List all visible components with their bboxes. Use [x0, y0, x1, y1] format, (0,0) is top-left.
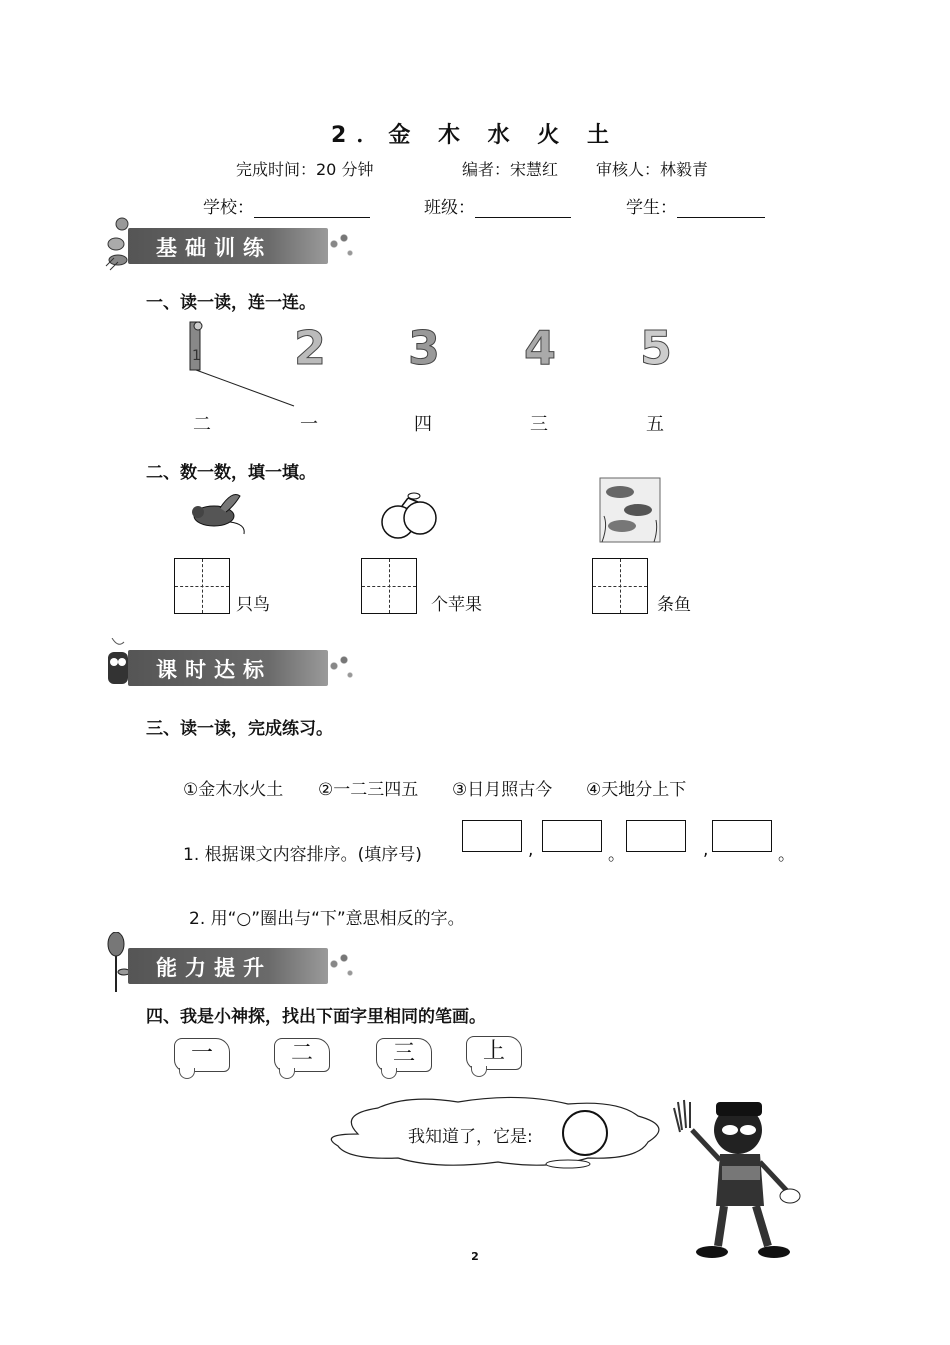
- apple-icon: [378, 488, 440, 544]
- order-answer-4[interactable]: [712, 820, 772, 852]
- sep-4: 。: [778, 845, 795, 865]
- class-blank[interactable]: [475, 201, 571, 218]
- student-blank[interactable]: [677, 201, 765, 218]
- option-4: ④天地分上下: [586, 780, 687, 800]
- count-box-fish[interactable]: [592, 558, 648, 614]
- school-field: [203, 193, 370, 218]
- class-label: 班级：: [424, 198, 475, 218]
- time-label: 完成时间：20 分钟: [236, 160, 374, 179]
- q3-sub2: 2. 用“○”圈出与“下”意思相反的字。: [189, 909, 465, 929]
- number-four-icon: [524, 321, 556, 375]
- svg-text:4: 4: [524, 321, 557, 375]
- unit-birds: 只鸟: [236, 595, 270, 615]
- char-wu[interactable]: 五: [646, 414, 664, 435]
- order-answer-1[interactable]: [462, 820, 522, 852]
- svg-text:2: 2: [294, 321, 327, 375]
- char-card-er: 二: [274, 1038, 330, 1072]
- char-card-shang: 上: [466, 1036, 522, 1070]
- option-3: ③日月照古今: [452, 780, 553, 800]
- order-answer-2[interactable]: [542, 820, 602, 852]
- school-label: 学校：: [203, 198, 254, 218]
- unit-apples: 个苹果: [431, 595, 482, 615]
- class-field: [424, 193, 571, 218]
- fish-icon: [598, 476, 662, 544]
- page-title: 2．金 木 水 火 土: [331, 123, 619, 148]
- q2-title: 二、数一数，填一填。: [146, 463, 316, 483]
- section-title-ability: 能力提升: [156, 956, 272, 980]
- q3-sub1: 1. 根据课文内容排序。(填序号): [183, 845, 422, 865]
- char-card-san: 三: [376, 1038, 432, 1072]
- section-banner-ability: [104, 946, 364, 986]
- q1-title: 一、读一读，连一连。: [146, 293, 316, 313]
- sep-3: ,: [703, 840, 709, 860]
- number-three-icon: [408, 321, 440, 375]
- page-number: 2: [471, 1250, 479, 1263]
- svg-text:1: 1: [192, 348, 201, 364]
- section-banner-lesson: [104, 648, 364, 688]
- school-blank[interactable]: [254, 201, 370, 218]
- editor-label: 编者：宋慧红: [462, 160, 559, 179]
- char-yi[interactable]: 一: [300, 414, 318, 435]
- sep-2: 。: [608, 845, 625, 865]
- section-title-lesson: 课时达标: [156, 658, 272, 682]
- student-label: 学生：: [626, 198, 677, 218]
- reviewer-label: 审核人：林毅青: [596, 160, 709, 179]
- option-2: ②一二三四五: [318, 780, 419, 800]
- q3-title: 三、读一读，完成练习。: [146, 719, 333, 739]
- answer-circle[interactable]: [562, 1110, 608, 1156]
- section-title-basic: 基础训练: [156, 236, 272, 260]
- bubble-text: 我知道了，它是:: [408, 1127, 533, 1147]
- number-one-icon: [190, 322, 202, 370]
- section-banner-basic: [104, 226, 364, 266]
- sep-1: ,: [528, 840, 534, 860]
- option-1: ①金木水火土: [183, 780, 284, 800]
- unit-fish: 条鱼: [657, 595, 691, 615]
- char-si[interactable]: 四: [414, 414, 432, 435]
- cat-detective-icon: [664, 1096, 804, 1260]
- count-box-birds[interactable]: [174, 558, 230, 614]
- char-card-yi: 一: [174, 1038, 230, 1072]
- char-er[interactable]: 二: [193, 414, 211, 435]
- count-box-apples[interactable]: [361, 558, 417, 614]
- q4-title: 四、我是小神探，找出下面字里相同的笔画。: [146, 1007, 486, 1027]
- svg-text:5: 5: [640, 321, 673, 375]
- order-answer-3[interactable]: [626, 820, 686, 852]
- char-san[interactable]: 三: [530, 414, 548, 435]
- student-field: [626, 193, 765, 218]
- bird-icon: [190, 488, 250, 538]
- number-five-icon: [640, 321, 672, 375]
- connect-line: [190, 366, 300, 410]
- svg-text:3: 3: [408, 321, 441, 375]
